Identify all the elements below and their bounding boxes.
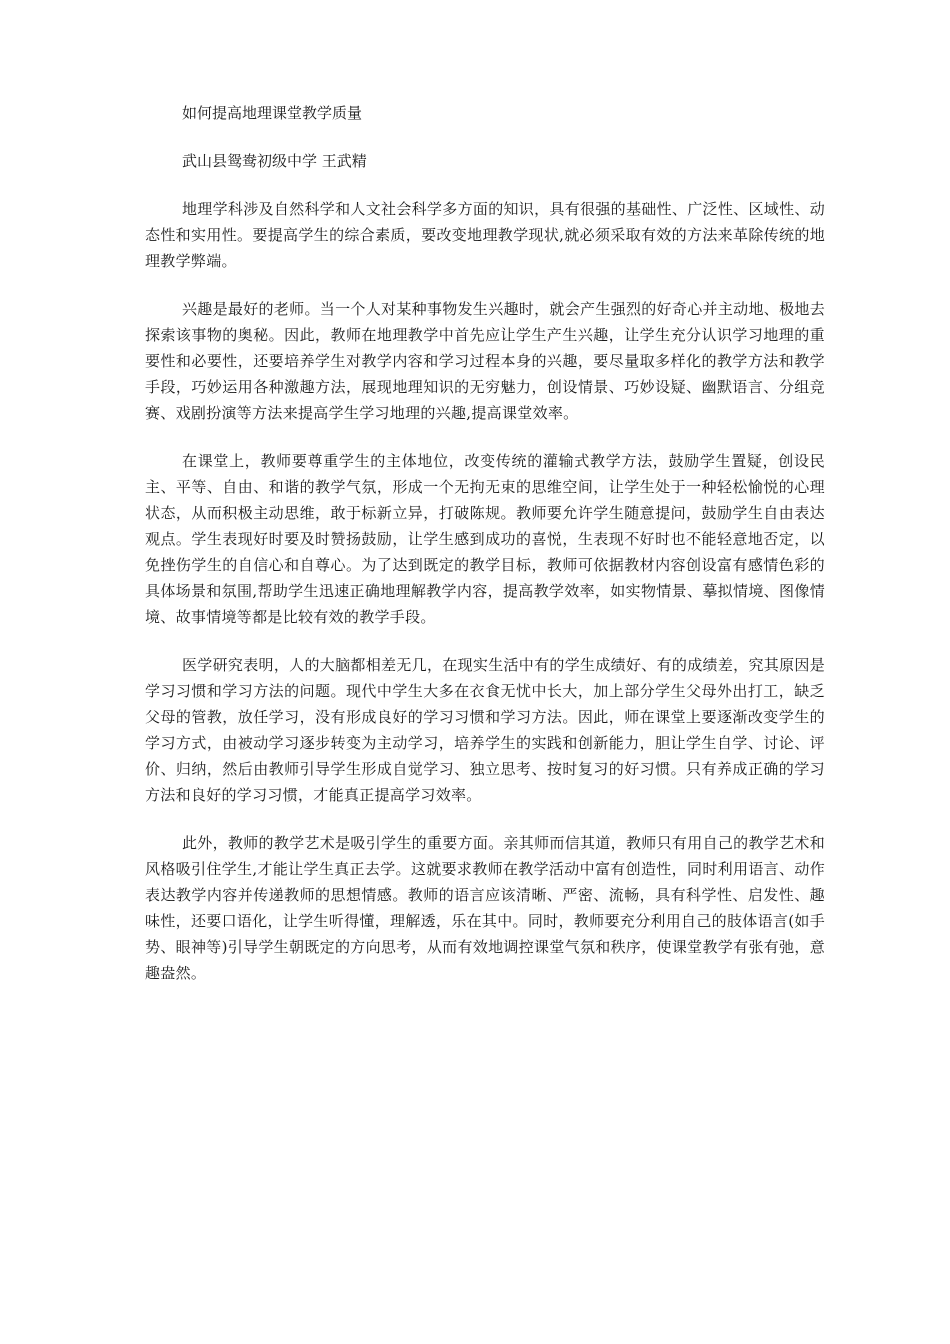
document-page bbox=[145, 100, 825, 986]
paragraph-teaching-art: 此外，教师的教学艺术是吸引学生的重要方面。亲其师而信其道，教师只有用自己的教学艺术和风格吸引住学生,才能让学生真正去学。这就要求教师在教学活动中富有创造性，同时利用语言、动作表达教学内容并传递教师的思想情感。教师的语言应该清晰、严密、流畅，具有科学性、启发性、趣味性，还要口语化，让学生听得懂，理解透，乐在其中。同时，教师要充分利用自己的肢体语言(如手势、眼神等)引导学生朝既定的方向思考，从而有效地调控课堂气氛和秩序，使课堂教学有张有弛，意趣盎然。 bbox=[145, 834, 825, 982]
document-title: 如何提高地理课堂教学质量 bbox=[182, 104, 363, 122]
paragraph-study-habits: 医学研究表明，人的大脑都相差无几，在现实生活中有的学生成绩好、有的成绩差，究其原因是学习习惯和学习方法的问题。现代中学生大多在衣食无忧中长大，加上部分学生父母外出打工，缺乏父母的管教，放任学习，没有形成良好的学习习惯和学习方法。因此，师在课堂上要逐渐改变学生的学习方式，由被动学习逐步转变为主动学习，培养学生的实践和创新能力，胆让学生自学、讨论、评价、归纳，然后由教师引导学生形成自觉学习、独立思考、按时复习的好习惯。只有养成正确的学习方法和良好的学习习惯，才能真正提高学习效率。 bbox=[145, 656, 825, 804]
paragraph-interest: 兴趣是最好的老师。当一个人对某种事物发生兴趣时，就会产生强烈的好奇心并主动地、极地去探索该事物的奥秘。因此，教师在地理教学中首先应让学生产生兴趣，让学生充分认识学习地理的重要性和必要性，还要培养学生对教学内容和学习过程本身的兴趣，要尽量取多样化的教学方法和教学手段，巧妙运用各种激趣方法，展现地理知识的无穷魅力，创设情景、巧妙设疑、幽默语言、分组竞赛、戏剧扮演等方法来提高学生学习地理的兴趣,提高课堂效率。 bbox=[145, 300, 825, 422]
document-author: 武山县鸳鸯初级中学 王武精 bbox=[182, 152, 367, 170]
paragraph-classroom: 在课堂上，教师要尊重学生的主体地位，改变传统的灌输式教学方法，鼓励学生置疑，创设民主、平等、自由、和谐的教学气氛，形成一个无拘无束的思维空间，让学生处于一种轻松愉悦的心理状态，从而积极主动思维，敢于标新立异，打破陈规。教师要允许学生随意提问，鼓励学生自由表达观点。学生表现好时要及时赞扬鼓励，让学生感到成功的喜悦，生表现不好时也不能轻意地否定，以免挫伤学生的自信心和自尊心。为了达到既定的教学目标，教师可依据教材内容创设富有感情色彩的具体场景和氛围,帮助学生迅速正确地理解教学内容，提高教学效率，如实物情景、摹拟情境、图像情境、故事情境等都是比较有效的教学手段。 bbox=[145, 452, 825, 626]
paragraph-intro: 地理学科涉及自然科学和人文社会科学多方面的知识，具有很强的基础性、广泛性、区域性、动态性和实用性。要提高学生的综合素质，要改变地理教学现状,就必须采取有效的方法来革除传统的地理教学弊端。 bbox=[145, 200, 825, 270]
